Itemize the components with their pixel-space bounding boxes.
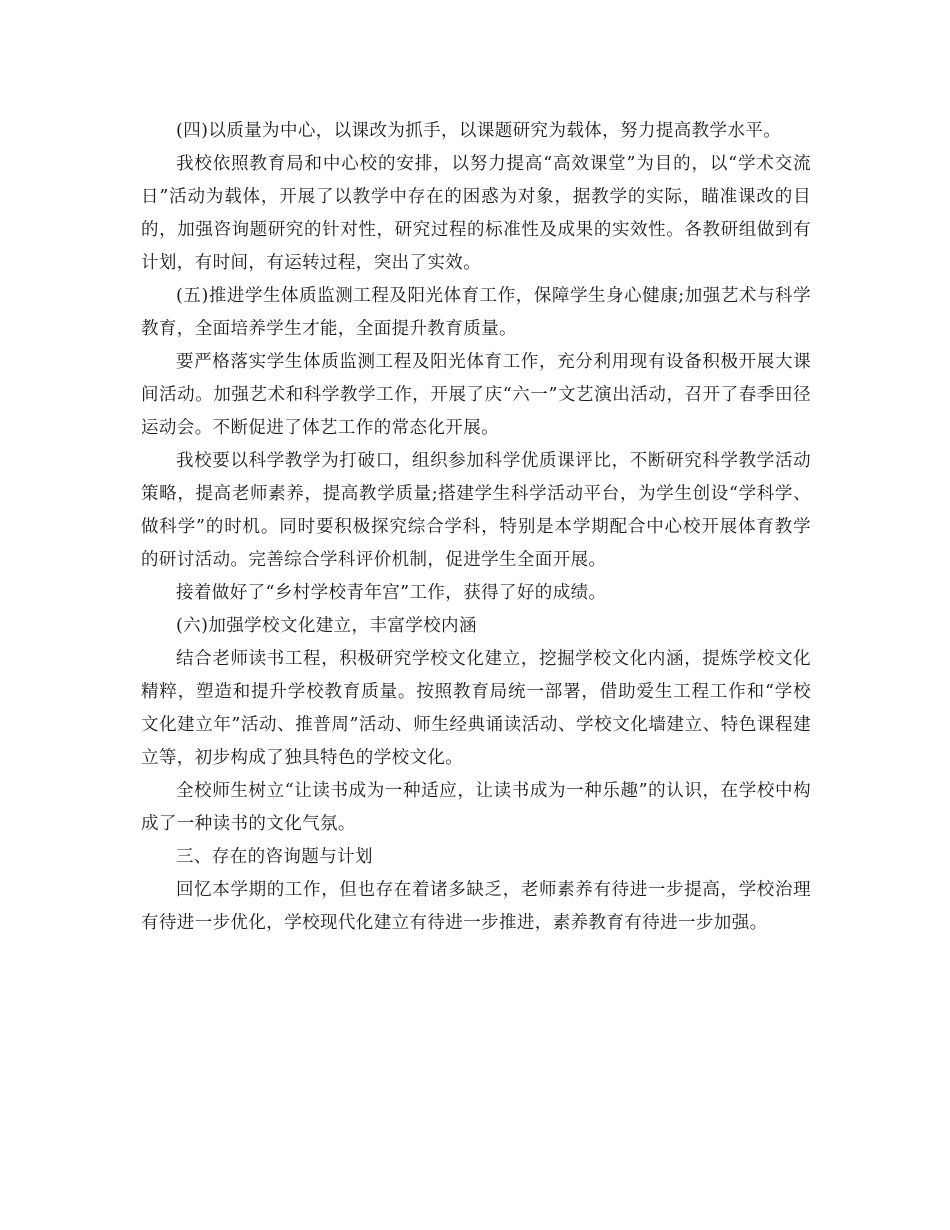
section-heading-four: (四)以质量为中心，以课改为抓手，以课题研究为载体，努力提高教学水平。 [176,121,782,141]
section-heading-six: (六)加强学校文化建立，丰富学校内涵 [176,616,477,636]
paragraph: 接着做好了“乡村学校青年宫”工作，获得了好的成绩。 [176,583,607,603]
paragraph: 我校依照教育局和中心校的安排，以努力提高“高效课堂”为目的，以“学术交流日”活动为载体，开展了以教学中存在的困惑为对象，据教学的实际，瞄准课改的目的，加强咨询题研究的针对性，研究过程的标准性及成果的实效性。各教研组做到有计划，有时间，有运转过程，突出了实效。 [141,154,811,273]
paragraph: 我校要以科学教学为打破口，组织参加科学优质课评比，不断研究科学教学活动策略，提高老师素养，提高教学质量;搭建学生科学活动平台，为学生创设“学科学、做科学”的时机。同时要积极探究综合学科，特别是本学期配合中心校开展体育教学的研讨活动。完善综合学科评价机制，促进学生全面开展。 [141,451,811,570]
section-heading-five: (五)推进学生体质监测工程及阳光体育工作，保障学生身心健康;加强艺术与科学教育，全面培养学生才能，全面提升教育质量。 [141,286,811,339]
paragraph: 全校师生树立“让读书成为一种适应，让读书成为一种乐趣”的认识，在学校中构成了一种读书的文化气氛。 [141,781,811,834]
section-heading-three: 三、存在的咨询题与计划 [176,847,373,867]
paragraph: 要严格落实学生体质监测工程及阳光体育工作，充分利用现有设备积极开展大课间活动。加强艺术和科学教学工作，开展了庆“六一”文艺演出活动，召开了春季田径运动会。不断促进了体艺工作的常态化开展。 [141,352,811,438]
paragraph: 结合老师读书工程，积极研究学校文化建立，挖掘学校文化内涵，提炼学校文化精粹，塑造和提升学校教育质量。按照教育局统一部署，借助爱生工程工作和“学校文化建立年”活动、推普周”活动、师生经典诵读活动、学校文化墙建立、特色课程建立等，初步构成了独具特色的学校文化。 [141,649,811,768]
document-body [141,115,811,940]
paragraph: 回忆本学期的工作，但也存在着诸多缺乏，老师素养有待进一步提高，学校治理有待进一步优化，学校现代化建立有待进一步推进，素养教育有待进一步加强。 [141,880,811,933]
